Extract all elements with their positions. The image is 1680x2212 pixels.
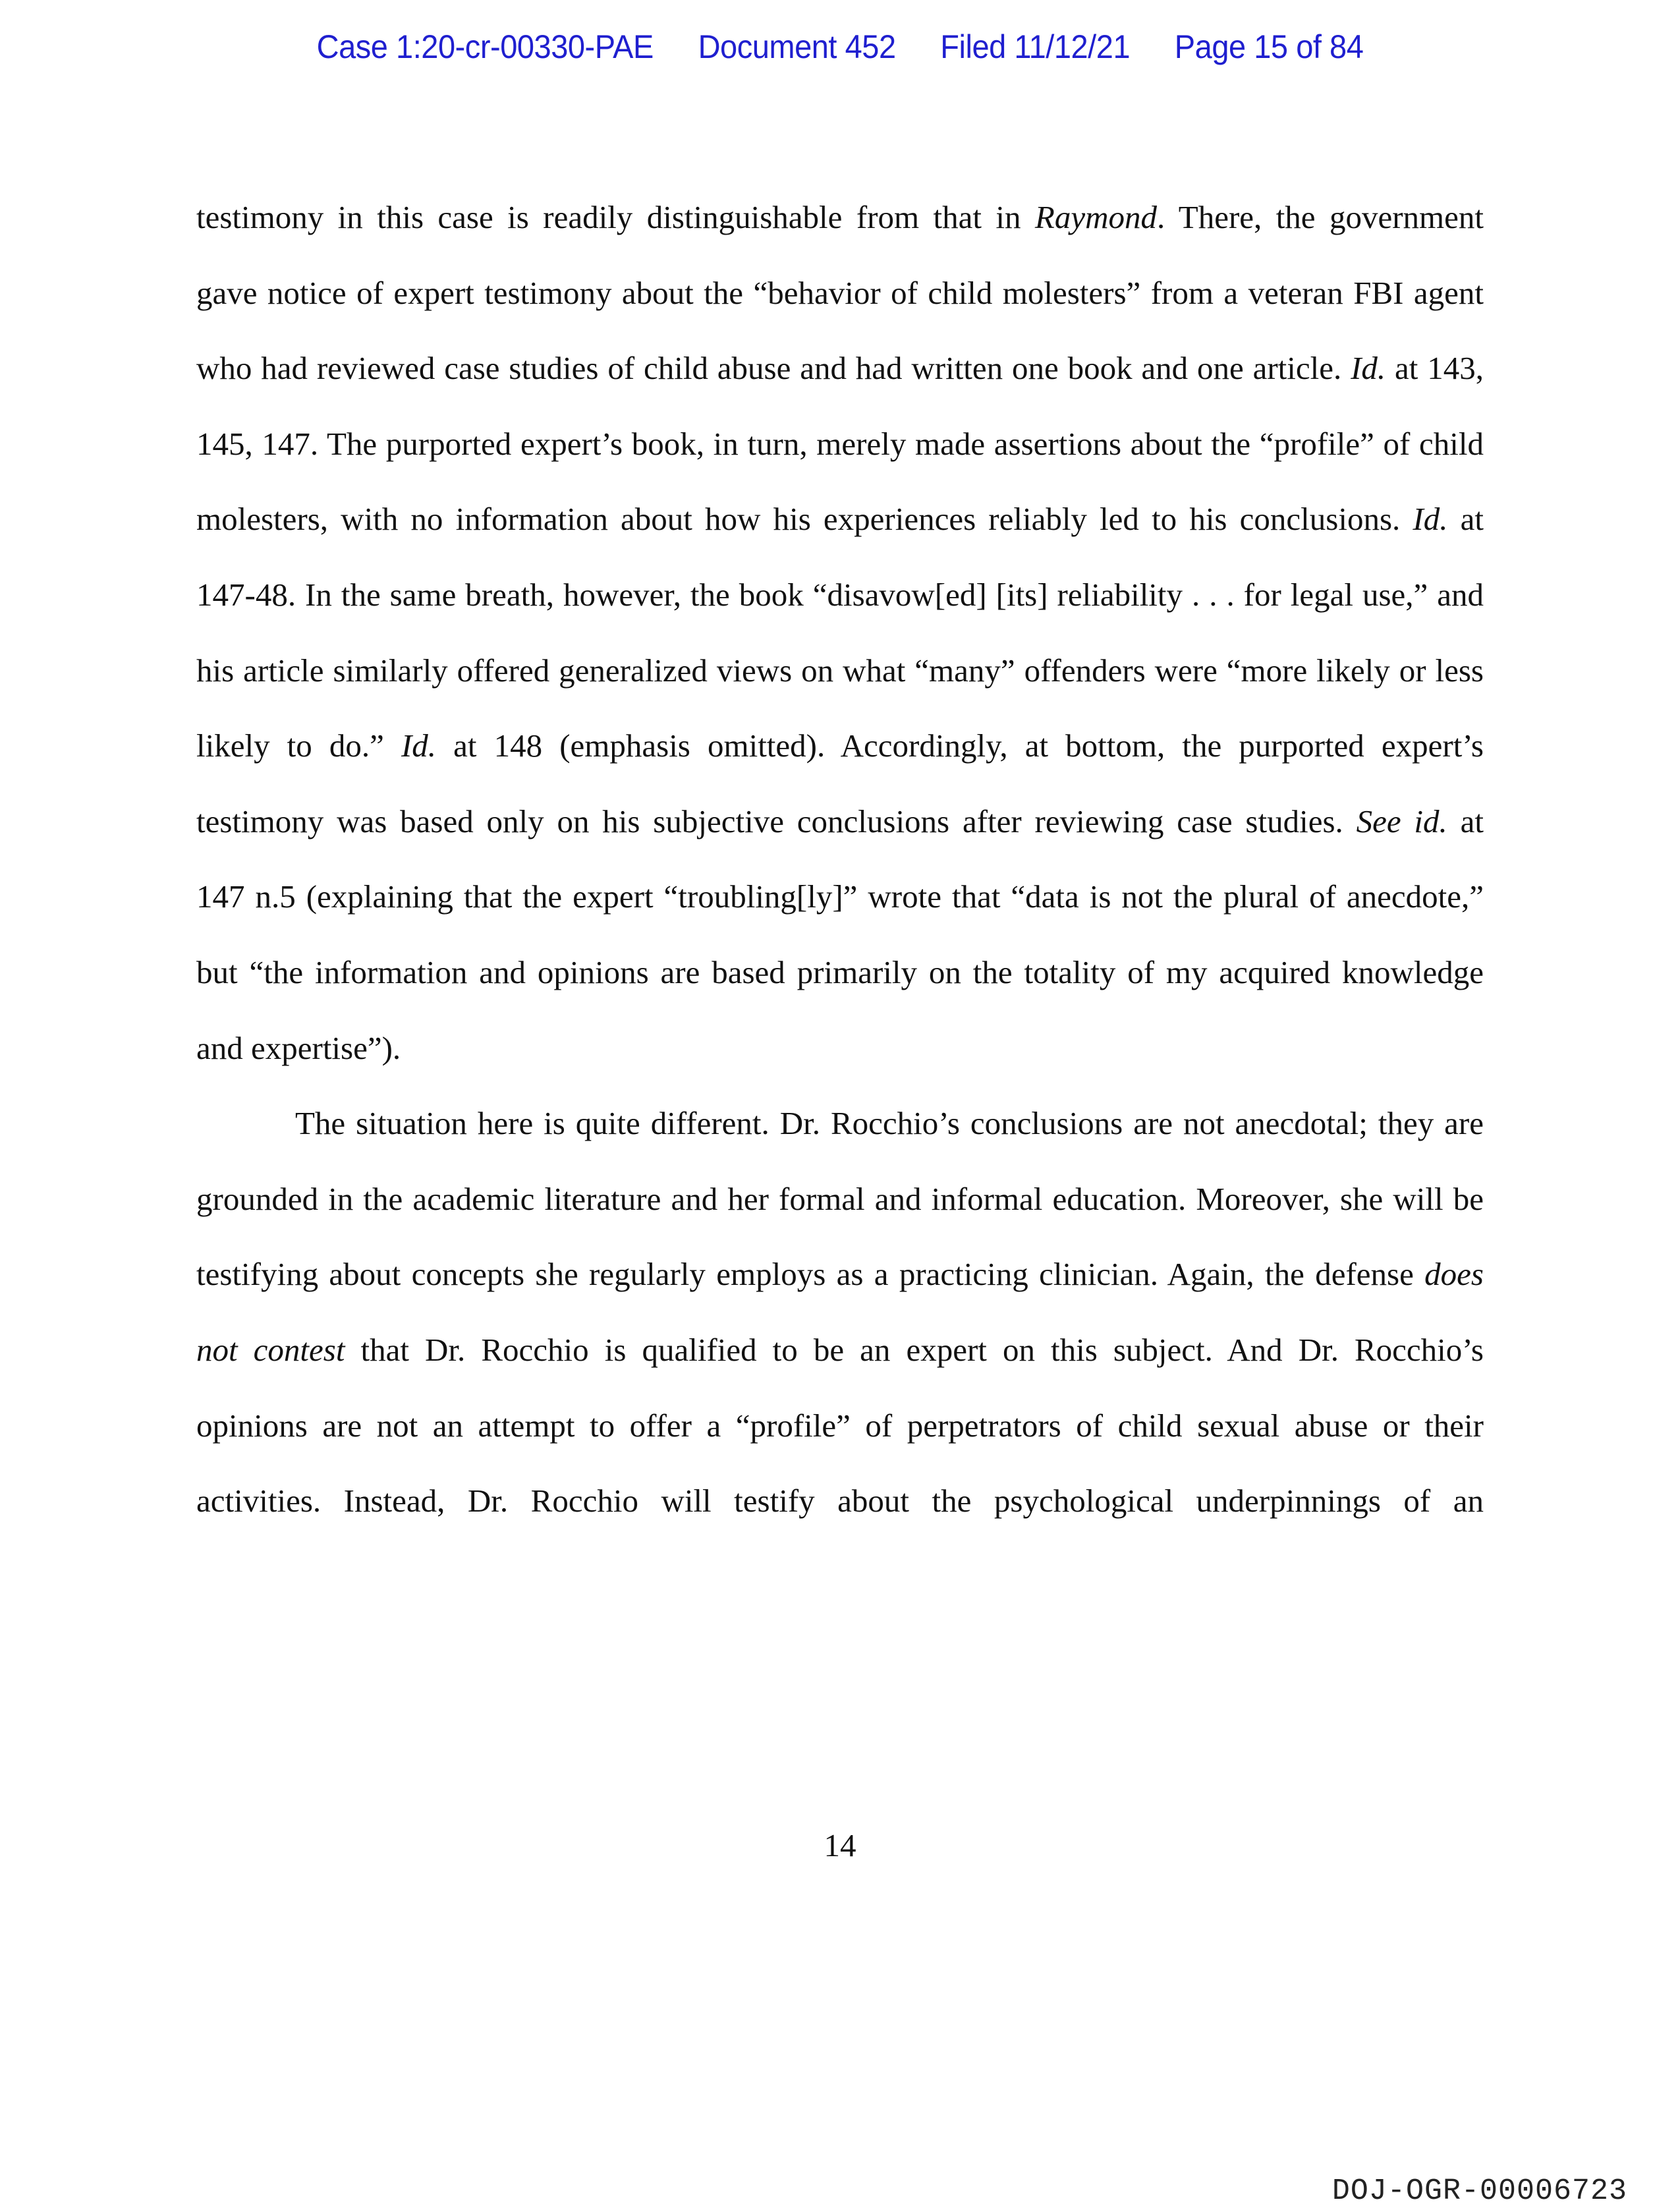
text-line: The situation here is quite different. Dr. Rocchio’s conclusions are not anecdotal; they are xyxy=(295,1105,1484,1142)
text-line: his article similarly offered generalized views on what “many” offenders were “more likely or less xyxy=(196,652,1484,689)
body-text xyxy=(196,195,1484,1554)
paragraph xyxy=(196,1101,1484,1554)
text-line: likely to do.” Id. at 148 (emphasis omitted). Accordingly, at bottom, the purported expert’s xyxy=(196,727,1484,764)
text-line: testifying about concepts she regularly employs as a practicing clinician. Again, the defense does xyxy=(196,1256,1484,1293)
header-spacer xyxy=(654,28,698,66)
text-line: activities. Instead, Dr. Rocchio will testify about the psychological underpinnings of an xyxy=(196,1483,1484,1519)
text-line: not contest that Dr. Rocchio is qualified to be an expert on this subject. And Dr. Rocchio’s xyxy=(196,1331,1484,1368)
text-line: 145, 147. The purported expert’s book, in turn, merely made assertions about the “profile” of child xyxy=(196,425,1484,462)
text-line: 147 n.5 (explaining that the expert “troubling[ly]” wrote that “data is not the plural of anecdote,” xyxy=(196,878,1484,915)
text-line: grounded in the academic literature and her formal and informal education. Moreover, she will be xyxy=(196,1180,1484,1217)
filed-date: Filed 11/12/21 xyxy=(940,28,1131,65)
document-number: Document 452 xyxy=(698,28,896,65)
text-line: testimony was based only on his subjective conclusions after reviewing case studies. See id. at xyxy=(196,803,1484,839)
text-line: 147-48. In the same breath, however, the book “disavow[ed] [its] reliability . . . for legal use,” and xyxy=(196,576,1484,613)
case-number: Case 1:20-cr-00330-PAE xyxy=(316,28,654,65)
text-line: testimony in this case is readily distinguishable from that in Raymond. There, the government xyxy=(196,199,1484,235)
text-line: and expertise”). xyxy=(196,1029,401,1066)
page-number: 14 xyxy=(824,1827,856,1863)
text-line: but “the information and opinions are based primarily on the totality of my acquired knowledge xyxy=(196,953,1484,990)
header-spacer xyxy=(1130,28,1175,66)
header-spacer xyxy=(896,28,941,66)
paragraph-continuation xyxy=(196,195,1484,1101)
text-line: gave notice of expert testimony about the “behavior of child molesters” from a veteran FBI agent xyxy=(196,274,1484,311)
text-line: opinions are not an attempt to offer a “profile” of perpetrators of child sexual abuse or their xyxy=(196,1407,1484,1444)
ecf-filing-header xyxy=(51,28,1630,66)
bates-number: DOJ-OGR-00006723 xyxy=(1331,2174,1627,2208)
text-line: who had reviewed case studies of child abuse and had written one book and one article. Id. at 143, xyxy=(196,350,1484,387)
text-line: molesters, with no information about how his experiences reliably led to his conclusions. Id. at xyxy=(196,501,1484,538)
page-of-total: Page 15 of 84 xyxy=(1174,28,1364,65)
